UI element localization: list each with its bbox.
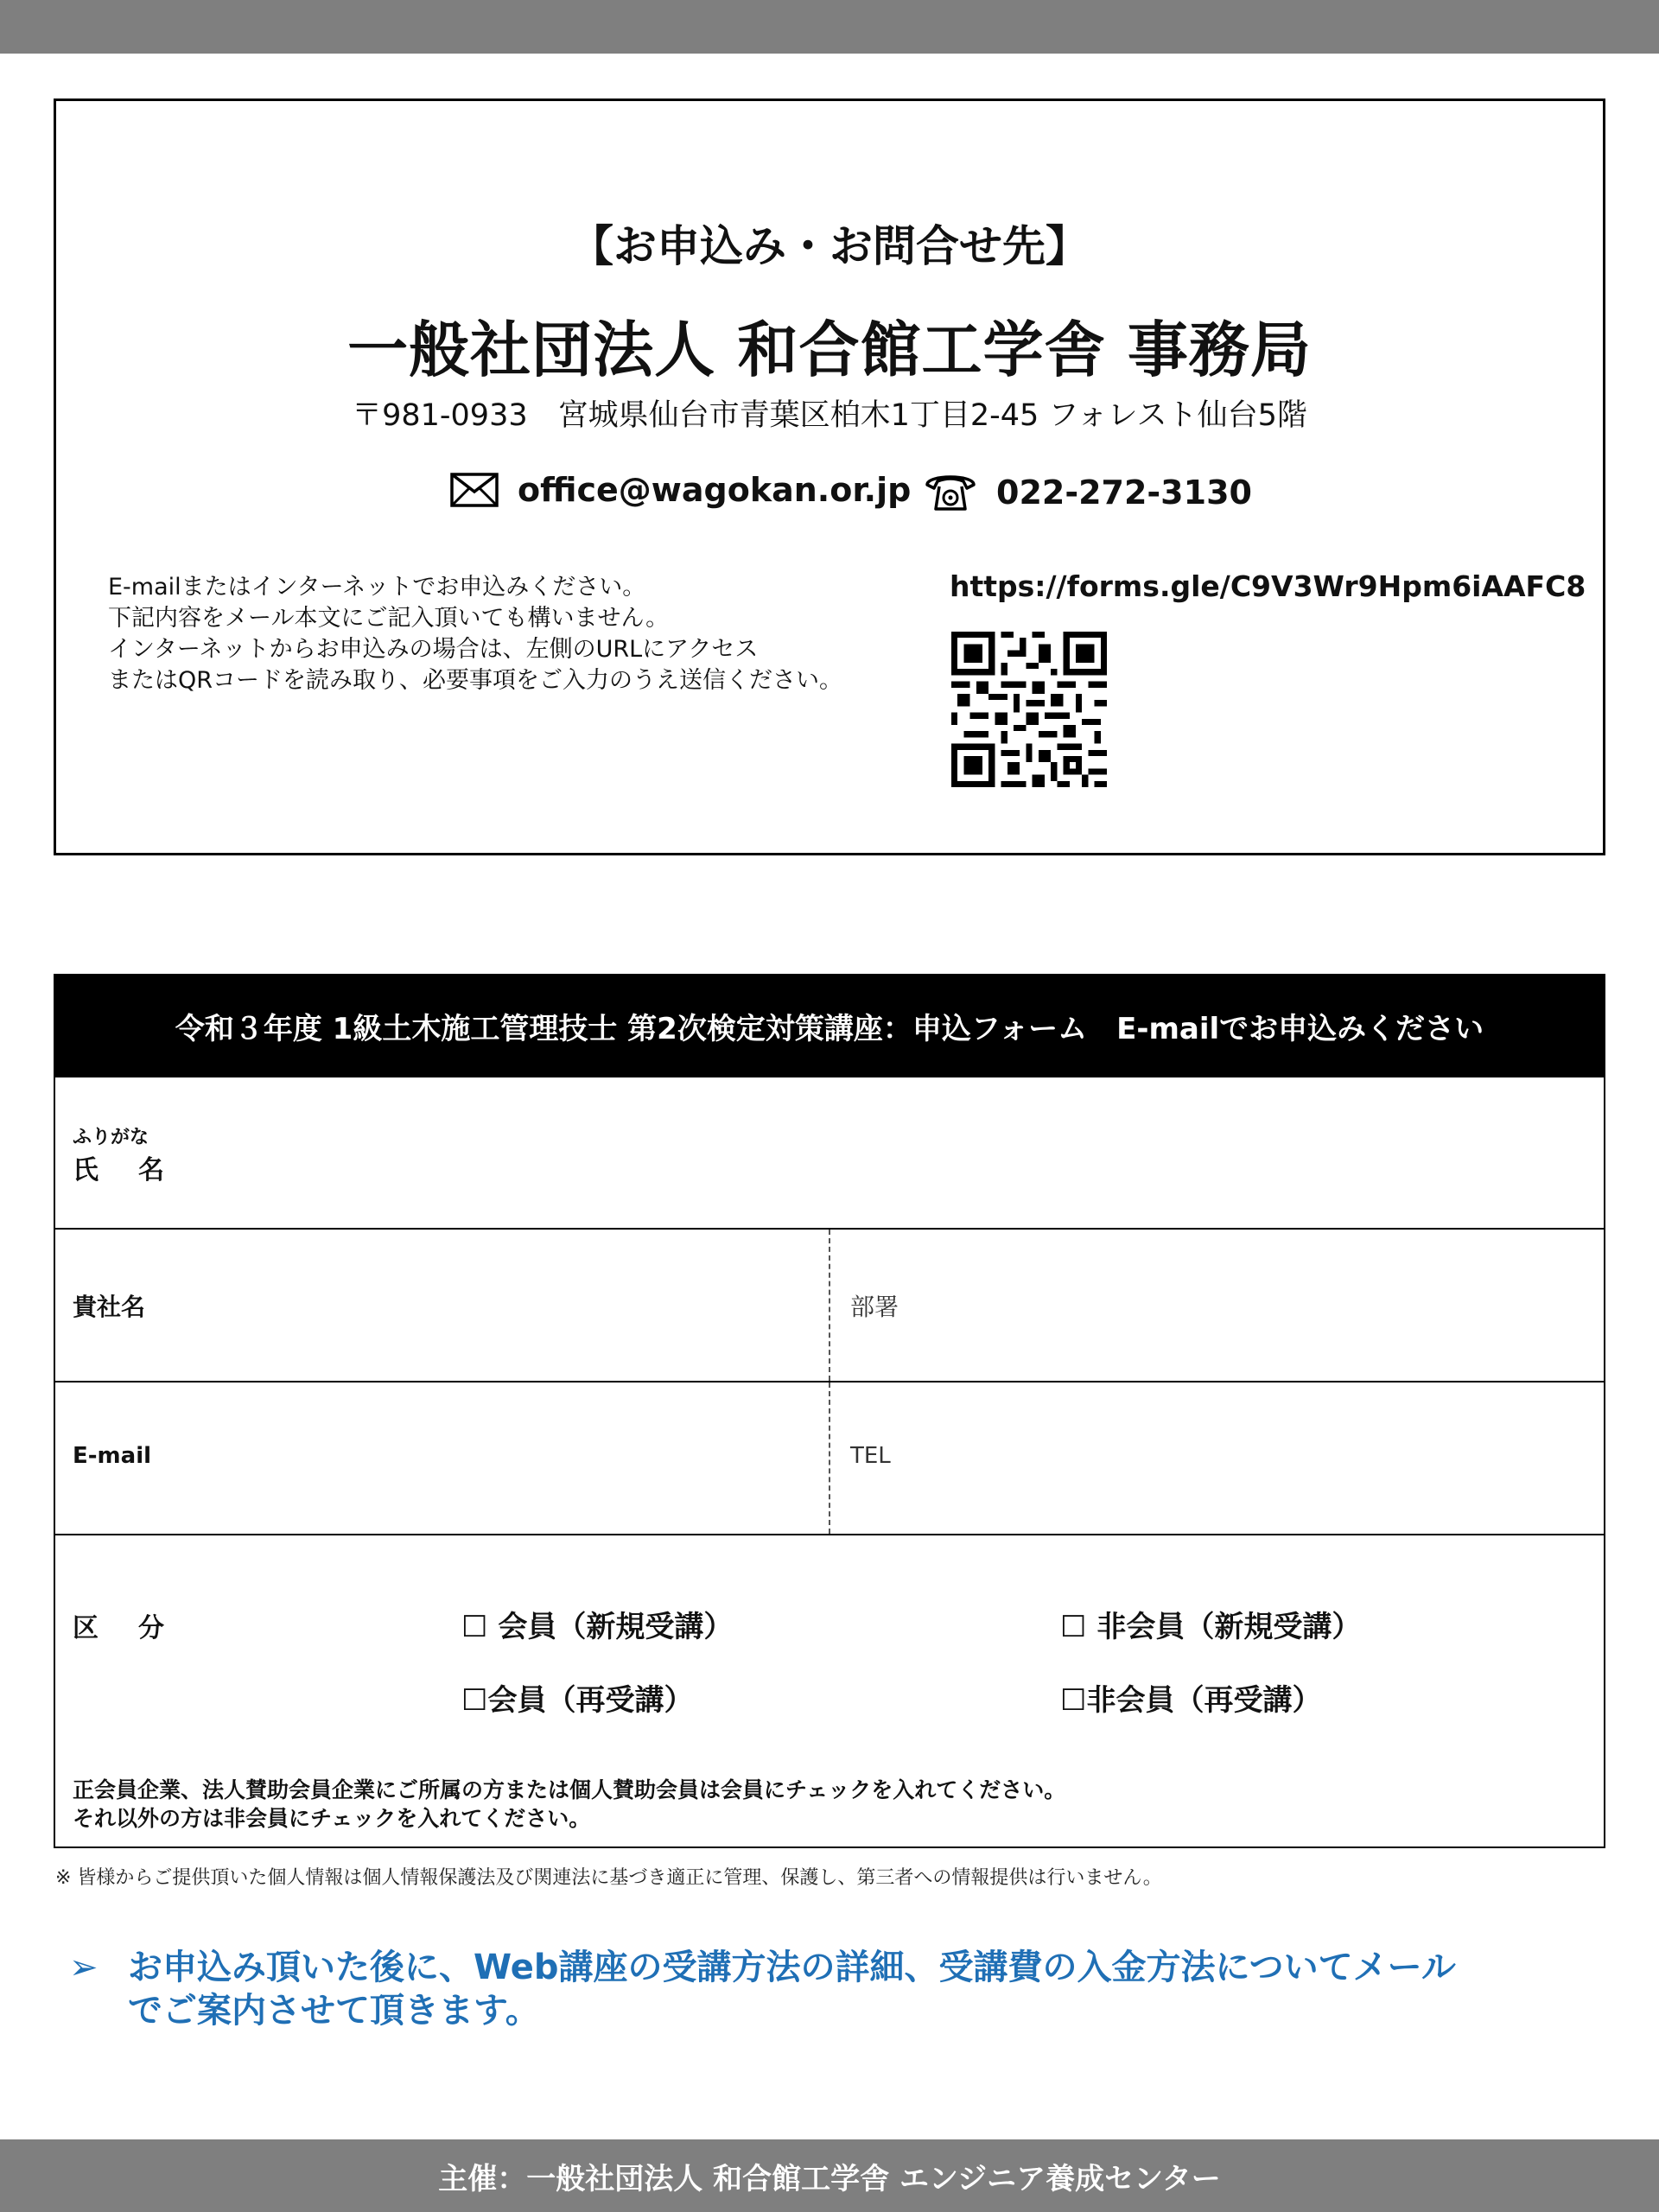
furigana-label: ふりがな	[73, 1127, 149, 1148]
form-url-link[interactable]: https://forms.gle/C9V3Wr9Hpm6iAAFC8	[950, 569, 1586, 603]
company-field[interactable]	[55, 1230, 830, 1381]
notice-text	[128, 1946, 1456, 2032]
classification-note	[73, 1776, 1065, 1833]
envelope-icon	[450, 473, 499, 507]
instruction-line: インターネットからお申込みの場合は、左側のURLにアクセス	[108, 636, 759, 663]
email-field[interactable]	[55, 1382, 830, 1534]
email-address[interactable]: office@wagokan.or.jp	[518, 471, 912, 509]
organizer-footer: 主催：一般社団法人 和合館工学舎 エンジニア養成センター	[0, 2139, 1659, 2212]
department-label: 部署	[850, 1293, 899, 1321]
qr-code[interactable]	[951, 632, 1107, 787]
application-instructions	[108, 572, 842, 696]
phone-contact	[924, 471, 1252, 514]
option-nonmember-new[interactable]: ☐ 非会員（新規受講）	[1060, 1610, 1362, 1644]
instruction-line: E-mailまたはインターネットでお申込みください。	[108, 574, 646, 601]
company-row	[55, 1228, 1604, 1381]
contact-box	[54, 99, 1605, 855]
contact-heading: 【お申込み・お問合せ先】	[570, 221, 1089, 271]
classification-row	[55, 1534, 1604, 1847]
application-form	[54, 974, 1605, 1848]
phone-number[interactable]: 022-272-3130	[996, 474, 1252, 512]
name-label: 氏 名	[73, 1155, 171, 1185]
organization-name: 一般社団法人 和合館工学舎 事務局	[347, 315, 1312, 385]
instruction-line: 下記内容をメール本文にご記入頂いても構いません。	[108, 605, 670, 632]
classification-note-line: それ以外の方は非会員にチェックを入れてください。	[73, 1806, 591, 1831]
notice	[69, 1946, 1538, 2032]
telephone-icon	[924, 471, 977, 514]
privacy-note: ※ 皆様からご提供頂いた個人情報は個人情報保護法及び関連法に基づき適正に管理、保護し、第三者への情報提供は行いません。	[55, 1867, 1162, 1889]
option-member-repeat[interactable]: ☐会員（再受講）	[461, 1683, 694, 1718]
company-label: 貴社名	[73, 1293, 146, 1321]
option-nonmember-repeat[interactable]: ☐非会員（再受講）	[1060, 1683, 1322, 1718]
top-bar	[0, 0, 1659, 54]
address: 〒981-0933 宮城県仙台市青葉区柏木1丁目2-45 フォレスト仙台5階	[352, 398, 1307, 433]
notice-line: でご案内させて頂きます。	[128, 1991, 540, 2031]
name-row[interactable]	[55, 1076, 1604, 1228]
contact-row	[55, 1381, 1604, 1534]
classification-label: 区 分	[73, 1613, 171, 1643]
tel-label: TEL	[850, 1443, 891, 1469]
email-label: E-mail	[73, 1443, 152, 1469]
form-header: 令和３年度 1級土木施工管理技士 第2次検定対策講座：申込フォーム E-mailでお申込みください	[55, 976, 1604, 1076]
arrow-bullet-icon: ➢	[69, 1948, 99, 1987]
notice-line: お申込み頂いた後に、Web講座の受講方法の詳細、受講費の入金方法についてメール	[128, 1948, 1456, 1987]
email-contact	[450, 471, 911, 509]
instruction-line: またはQRコードを読み取り、必要事項をご入力のうえ送信ください。	[108, 667, 843, 694]
option-member-new[interactable]: ☐ 会員（新規受講）	[461, 1610, 734, 1644]
classification-note-line: 正会員企業、法人賛助会員企業にご所属の方または個人賛助会員は会員にチェックを入れてください。	[73, 1777, 1066, 1802]
